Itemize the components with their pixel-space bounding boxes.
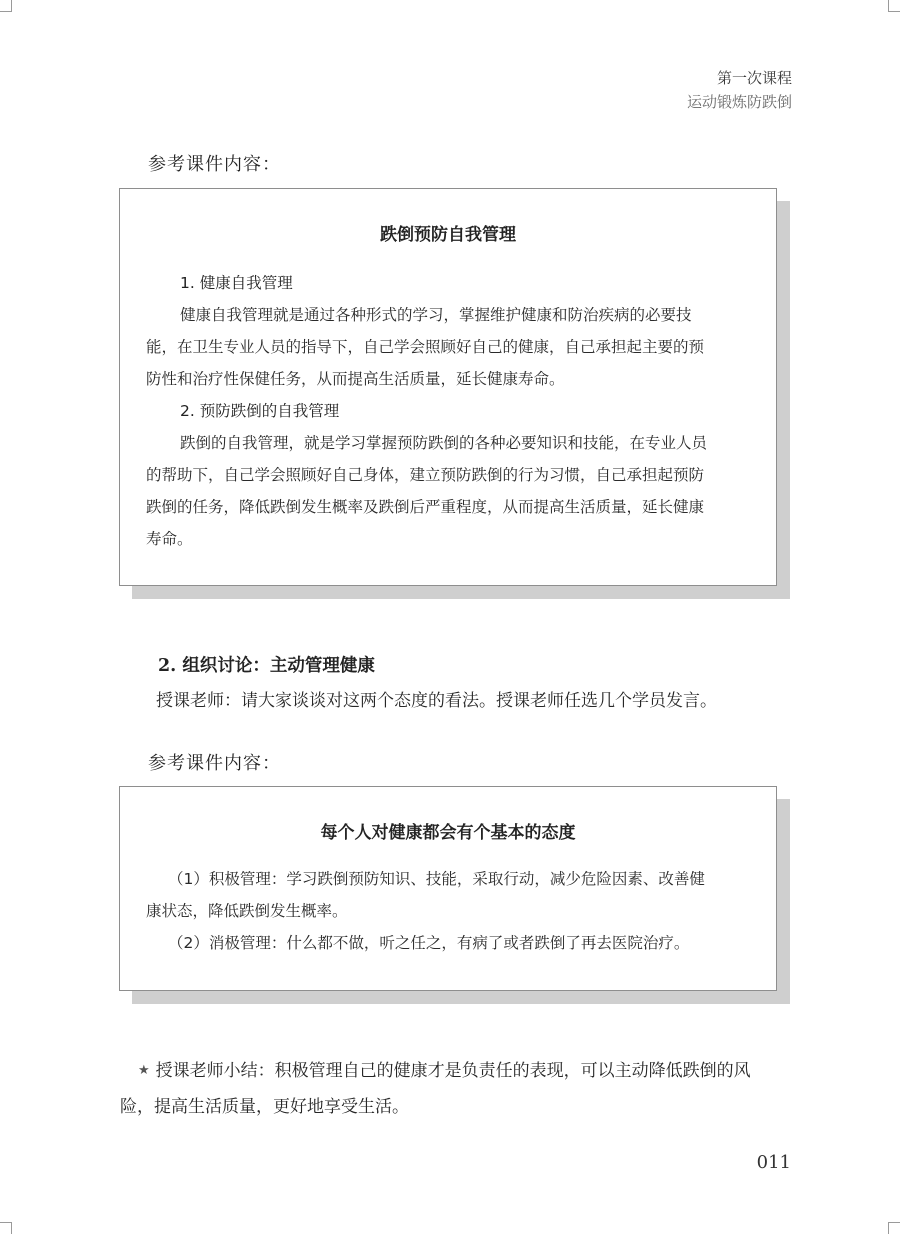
- content-box-health-attitude: [119, 786, 777, 991]
- summary-text: 授课老师小结：积极管理自己的健康才是负责任的表现，可以主动降低跌倒的风: [155, 1061, 751, 1081]
- reference-label: 参考课件内容：: [148, 154, 281, 175]
- content-box-self-management: [119, 188, 777, 586]
- page-number: 011: [756, 1152, 791, 1173]
- box-text-line: 跌倒的任务，降低跌倒发生概率及跌倒后严重程度，从而提高生活质量，延长健康: [146, 498, 705, 516]
- box-title: 跌倒预防自我管理: [380, 225, 516, 245]
- box-text-line: （1）积极管理：学习跌倒预防知识、技能，采取行动，减少危险因素、改善健: [168, 870, 705, 888]
- running-head: [687, 66, 792, 114]
- box-text-line: （2）消极管理：什么都不做，听之任之，有病了或者跌倒了再去医院治疗。: [168, 934, 690, 952]
- section-heading: 2. 组织讨论：主动管理健康: [158, 656, 375, 676]
- body-text: 授课老师：请大家谈谈对这两个态度的看法。授课老师任选几个学员发言。: [156, 691, 717, 711]
- crop-mark-top-right: [888, 0, 900, 12]
- running-head-topic: 运动锻炼防跌倒: [686, 93, 792, 111]
- box-text-line: 寿命。: [146, 530, 193, 548]
- box-text-line: 健康自我管理就是通过各种形式的学习，掌握维护健康和防治疾病的必要技: [180, 306, 692, 324]
- box-text-line: 康状态，降低跌倒发生概率。: [146, 902, 348, 920]
- box-text-line: 跌倒的自我管理，就是学习掌握预防跌倒的各种必要知识和技能，在专业人员: [180, 434, 708, 452]
- box-text-line: 能，在卫生专业人员的指导下，自己学会照顾好自己的健康，自己承担起主要的预: [146, 338, 705, 356]
- crop-mark-top-left: [0, 0, 12, 12]
- summary-line: 险，提高生活质量，更好地享受生活。: [120, 1097, 409, 1117]
- crop-mark-bottom-left: [0, 1222, 12, 1234]
- star-icon: ★: [138, 1063, 150, 1078]
- box-title: 每个人对健康都会有个基本的态度: [320, 823, 576, 843]
- reference-label: 参考课件内容：: [148, 753, 281, 774]
- running-head-chapter: 第一次课程: [716, 69, 792, 87]
- summary-line: [138, 1056, 751, 1081]
- crop-mark-bottom-right: [888, 1222, 900, 1234]
- box-subheading: 1. 健康自我管理: [180, 274, 293, 292]
- box-subheading: 2. 预防跌倒的自我管理: [180, 402, 340, 420]
- box-text-line: 防性和治疗性保健任务，从而提高生活质量，延长健康寿命。: [146, 370, 565, 388]
- box-text-line: 的帮助下，自己学会照顾好自己身体，建立预防跌倒的行为习惯，自己承担起预防: [146, 466, 705, 484]
